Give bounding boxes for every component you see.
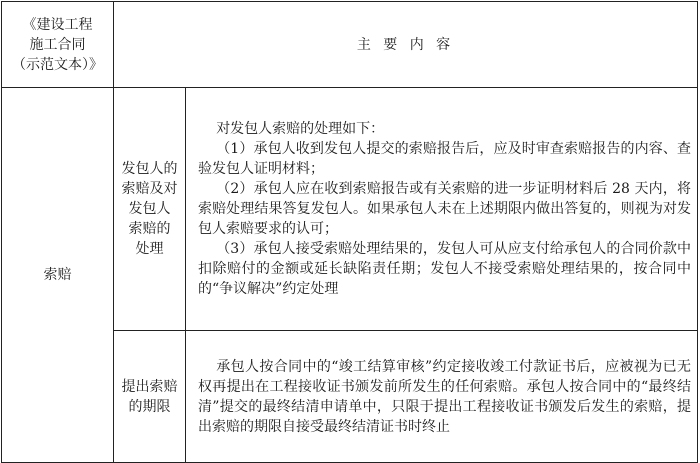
header-contract-name-line-3: （示范文本）》 [12,56,103,73]
subsection-label-line: 提出索赔 [121,378,178,395]
subsection-label-line: 处理 [135,241,164,257]
subsection-label-line: 发包人 [128,201,171,217]
subsection-label-line: 发包人的 [121,161,178,177]
content-paragraph: 承包人按合同中的“竣工结算审核”约定接收竣工付款证书后，应被视为已无权再提出在工程接收证书颁发前所发生的任何索赔。承包人按合同中的“最终结清”提交的最终结清申请单中，只限于提出工程接收证书颁发后发生的索赔，提出索赔的期限自接受最终结清证书时终止 [198,358,691,435]
content-cell-owner-claims [186,88,698,331]
subsection-label-claim-deadline [114,331,186,463]
content-paragraph: （2）承包人应在收到索赔报告或有关索赔的进一步证明材料后 28 天内，将索赔处理结果答复发包人。如果承包人未在上述期限内做出答复的，则视为对发包人索赔要求的认可； [198,181,691,237]
content-paragraph: 对发包人索赔的处理如下： [216,121,385,137]
header-contract-name-line-2: 施工合同 [29,36,86,53]
header-contract-name-cell [2,2,114,88]
header-contract-name-line-1: 《建设工程 [22,16,93,33]
header-main-content-cell: 主 要 内 容 [114,2,698,88]
table-header-row [2,2,698,88]
contract-clause-table [1,1,698,463]
content-cell-claim-deadline [186,331,698,463]
table-row-owner-claims [2,88,698,331]
subsection-label-line: 索赔的 [128,221,171,237]
subsection-label-line: 的期限 [128,398,171,415]
subsection-label-owner-claims [114,88,186,331]
section-label-claims: 索赔 [2,88,114,463]
content-paragraph: （1）承包人收到发包人提交的索赔报告后，应及时审查索赔报告的内容、查验发包人证明材料； [198,141,691,177]
subsection-label-line: 索赔及对 [121,181,178,197]
content-paragraph: （3）承包人接受索赔处理结果的，发包人可从应支付给承包人的合同价款中扣除赔付的金额或延长缺陷责任期；发包人不接受索赔处理结果的，按合同中的“争议解决”约定处理 [198,241,691,297]
